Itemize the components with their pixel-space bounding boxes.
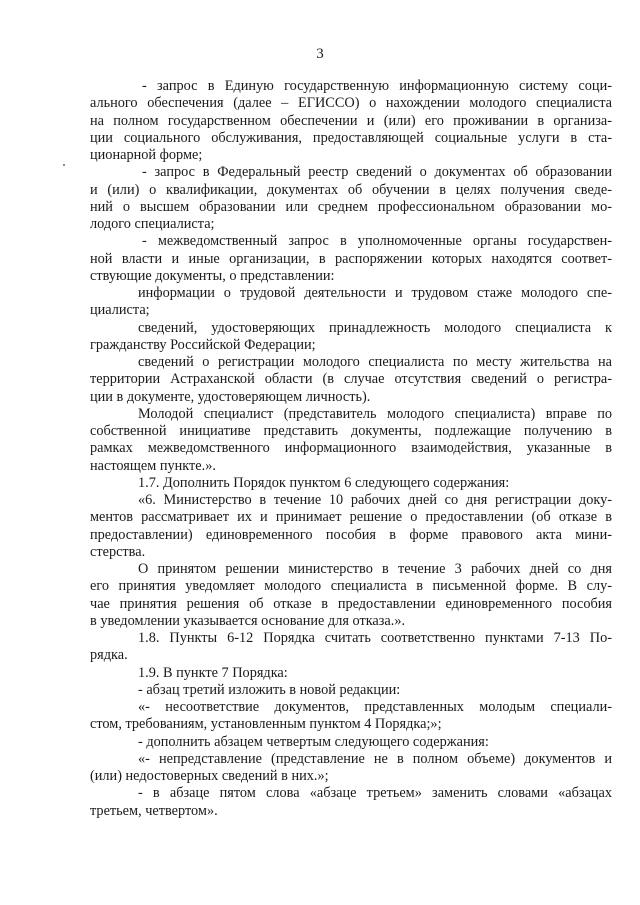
text-line: Молодой специалист (представитель молодого специалиста) вправе по <box>138 405 612 422</box>
text-line: - запрос в Единую государственную информационную систему соци- <box>142 78 612 94</box>
text-line: настоящем пункте.». <box>90 457 216 474</box>
text-line: территории Астраханской области (в случае отсутствия сведений о регистра- <box>90 371 612 388</box>
text-line: сведений, удостоверяющих принадлежность молодого специалиста к <box>138 319 612 336</box>
text-line: лодого специалиста; <box>90 216 215 232</box>
text-line: и (или) о квалификации, документах об обучении в целях получения сведе- <box>90 181 612 198</box>
text-line: в уведомлении указывается основание для отказа.». <box>90 612 406 629</box>
text-line: ции социального обслуживания, предоставляющей социальные услуги в ста- <box>90 129 612 146</box>
text-line: стом, требованиям, установленным пунктом 4 Порядка;»; <box>90 716 442 733</box>
text-line: предоставлении) единовременного пособия в форме правового акта мини- <box>90 526 612 543</box>
text-line: гражданству Российской Федерации; <box>90 336 316 353</box>
text-line: ной власти и иные организации, в распоряжении которых находятся соответ- <box>90 250 612 267</box>
text-line: третьем, четвертом». <box>90 802 218 819</box>
text-line: - дополнить абзацем четвертым следующего содержания: <box>138 733 489 750</box>
text-line: информации о трудовой деятельности и трудовом стаже молодого спе- <box>138 285 612 301</box>
document-body <box>90 78 612 820</box>
text-line: ального обеспечения (далее – ЕГИССО) о нахождении молодого специалиста <box>90 95 612 112</box>
text-line: ментов рассматривает их и принимает решение о предоставлении (об отказе в <box>90 509 612 526</box>
text-line: О принятом решении министерство в течение 3 рабочих дней со дня <box>138 561 612 577</box>
text-line: 1.8. Пункты 6-12 Порядка считать соответственно пунктами 7-13 По- <box>138 630 612 646</box>
text-line: - абзац третий изложить в новой редакции: <box>138 681 401 698</box>
text-line: собственной инициативе представить документы, подлежащие получению в <box>90 423 612 439</box>
text-line: «- несоответствие документов, представленных молодым специали- <box>138 699 612 715</box>
text-line: сведений о регистрации молодого специалиста по месту жительства на <box>138 354 612 370</box>
text-line: чае принятия решения об отказе в предоставлении единовременного пособия <box>90 595 612 612</box>
text-line: - в абзаце пятом слова «абзаце третьем» заменить словами «абзацах <box>138 785 612 802</box>
text-line: циалиста; <box>90 302 150 319</box>
text-line: «6. Министерство в течение 10 рабочих дней со дня регистрации доку- <box>138 492 612 508</box>
text-line: 1.7. Дополнить Порядок пунктом 6 следующего содержания: <box>138 474 510 491</box>
text-line: ний о высшем образовании или среднем профессиональном образовании мо- <box>90 198 612 215</box>
text-line: ствующие документы, о представлении: <box>90 267 335 284</box>
text-line: ции в документе, удостоверяющем личность). <box>90 388 371 405</box>
text-line: «- непредставление (представление не в полном объеме) документов и <box>138 750 612 767</box>
text-line: (или) недостоверных сведений в них.»; <box>90 768 329 784</box>
text-line: его принятия уведомляет молодого специалиста в письменной форме. В слу- <box>90 578 612 595</box>
text-line: на полном государственном обеспечении и (или) его проживании в организа- <box>90 112 612 129</box>
text-line: ционарной форме; <box>90 147 203 163</box>
text-line: стерства. <box>90 543 146 560</box>
text-line: рамках межведомственного информационного взаимодействия, указанные в <box>90 440 612 457</box>
text-line: 1.9. В пункте 7 Порядка: <box>138 664 288 681</box>
margin-mark <box>63 164 65 166</box>
text-line: - межведомственный запрос в уполномоченные органы государствен- <box>142 233 612 250</box>
text-line: - запрос в Федеральный реестр сведений о документах об образовании <box>142 164 612 181</box>
text-line: рядка. <box>90 647 128 664</box>
page-number: 3 <box>316 46 324 62</box>
